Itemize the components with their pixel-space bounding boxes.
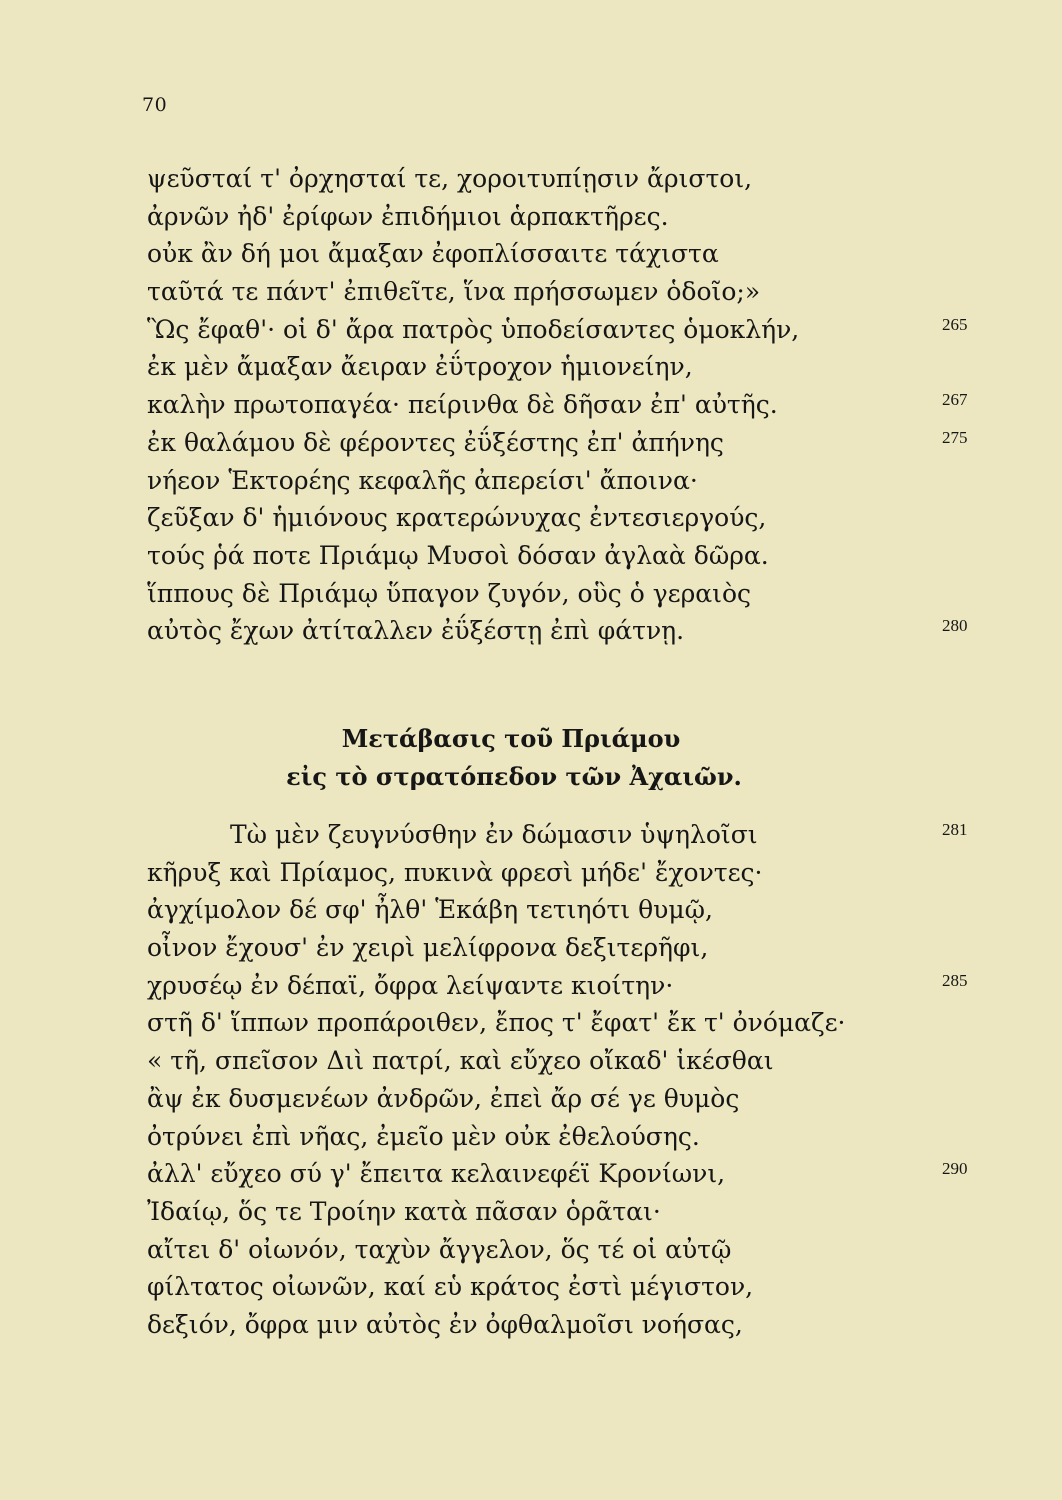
verse-line — [0, 1155, 1062, 1193]
verse-line — [0, 537, 1062, 575]
verse-text: οὐκ ἂν δή μοι ἄμαξαν ἐφοπλίσσαιτε τάχιστα — [147, 239, 719, 269]
line-number: 280 — [942, 616, 968, 636]
verse-line — [0, 967, 1062, 1005]
line-number: 290 — [942, 1159, 968, 1179]
verse-text: οἶνον ἔχουσ' ἐν χειρὶ μελίφρονα δεξιτερῆφι, — [147, 933, 709, 963]
line-number: 285 — [942, 970, 968, 990]
line-number: 281 — [942, 820, 968, 839]
verse-line — [0, 612, 1062, 650]
verse-text: αἴτει δ' οἰωνόν, ταχὺν ἄγγελον, ὅς τέ οἱ αὐτῷ — [147, 1234, 732, 1264]
section-heading — [0, 720, 1062, 796]
verse-text: φίλτατος οἰωνῶν, καί εὑ κράτος ἐστὶ μέγιστον, — [147, 1272, 754, 1302]
line-number: 267 — [942, 390, 968, 410]
verse-text: ἀγχίμολον δέ σφ' ἦλθ' Ἑκάβη τετιηότι θυμῷ, — [147, 895, 713, 925]
verse-line — [0, 424, 1062, 462]
verse-line — [0, 575, 1062, 613]
verse-text: Ὣς ἔφαθ'· οἱ δ' ἄρα πατρὸς ὑποδείσαντες ὁμοκλήν, — [147, 314, 800, 344]
heading-line-2: εἰς τὸ στρατόπεδον τῶν Ἀχαιῶν. — [286, 762, 742, 791]
verse-text: ἀλλ' εὔχεο σύ γ' ἔπειτα κελαινεφέϊ Κρονίωνι, — [147, 1159, 726, 1189]
verse-block-2 — [0, 816, 1062, 1344]
verse-text: κῆρυξ καὶ Πρίαμος, πυκινὰ φρεσὶ μήδε' ἔχοντες· — [147, 857, 763, 887]
verse-line — [0, 1042, 1062, 1080]
verse-text: ἵππους δὲ Πριάμῳ ὕπαγον ζυγόν, οὓς ὁ γεραιὸς — [147, 578, 752, 608]
verse-line — [0, 273, 1062, 311]
verse-text: ἂψ ἐκ δυσμενέων ἀνδρῶν, ἐπεὶ ἄρ σέ γε θυμὸς — [147, 1083, 740, 1113]
verse-text: ζεῦξαν δ' ἡμιόνους κρατερώνυχας ἐντεσιεργούς, — [147, 503, 767, 533]
verse-line — [0, 816, 1062, 854]
verse-line — [0, 160, 1062, 198]
verse-line — [0, 198, 1062, 236]
verse-text: χρυσέῳ ἐν δέπαϊ, ὄφρα λείψαντε κιοίτην· — [147, 970, 674, 1000]
verse-line — [0, 462, 1062, 500]
verse-text: ταῦτά τε πάντ' ἐπιθεῖτε, ἵνα πρήσσωμεν ὁδοῖο;» — [147, 277, 761, 307]
verse-text: τούς ῥά ποτε Πριάμῳ Μυσοὶ δόσαν ἀγλαὰ δῶρα. — [147, 540, 769, 570]
verse-line — [0, 1231, 1062, 1269]
verse-line — [0, 891, 1062, 929]
verse-line — [0, 1004, 1062, 1042]
verse-text: ἐκ μὲν ἄμαξαν ἄειραν ἐΰτροχον ἡμιονείην, — [147, 352, 693, 382]
verse-line — [0, 386, 1062, 424]
line-number: 265 — [942, 314, 968, 334]
verse-text: στῆ δ' ἵππων προπάροιθεν, ἔπος τ' ἔφατ' ἔκ τ' ὀνόμαζε· — [147, 1008, 846, 1038]
verse-text: ὀτρύνει ἐπὶ νῆας, ἐμεῖο μὲν οὐκ ἐθελούσης. — [147, 1121, 700, 1151]
verse-line — [0, 499, 1062, 537]
verse-text: Τὼ μὲν ζευγνύσθην ἐν δώμασιν ὑψηλοῖσι — [230, 820, 758, 849]
verse-text: ἐκ θαλάμου δὲ φέροντες ἐΰξέστης ἐπ' ἀπήνης — [147, 427, 724, 457]
verse-text: δεξιόν, ὄφρα μιν αὐτὸς ἐν ὀφθαλμοῖσι νοήσας, — [147, 1309, 743, 1339]
verse-line — [0, 235, 1062, 273]
verse-text: αὐτὸς ἔχων ἀτίταλλεν ἐΰξέστῃ ἐπὶ φάτνῃ. — [147, 616, 685, 646]
verse-line — [0, 1193, 1062, 1231]
verse-line — [0, 854, 1062, 892]
verse-text: Ἰδαίῳ, ὅς τε Τροίην κατὰ πᾶσαν ὁρᾶται· — [147, 1196, 661, 1226]
verse-line — [0, 1306, 1062, 1344]
verse-text: ψεῦσταί τ' ὀρχησταί τε, χοροιτυπίῃσιν ἄριστοι, — [147, 164, 753, 193]
verse-line — [0, 1080, 1062, 1118]
verse-line — [0, 929, 1062, 967]
verse-line — [0, 348, 1062, 386]
heading-line-1: Μετάβασις τοῦ Πριάμου — [341, 724, 681, 753]
verse-block-1 — [0, 160, 1062, 650]
page-number: 70 — [142, 94, 168, 116]
verse-line — [0, 1268, 1062, 1306]
verse-text: νήεον Ἑκτορέης κεφαλῆς ἀπερείσι' ἄποινα· — [147, 465, 698, 495]
line-number: 275 — [942, 427, 968, 447]
verse-text: καλὴν πρωτοπαγέα· πείρινθα δὲ δῆσαν ἐπ' αὐτῆς. — [147, 390, 778, 420]
verse-text: ἀρνῶν ἠδ' ἐρίφων ἐπιδήμιοι ἁρπακτῆρες. — [147, 201, 669, 231]
verse-line — [0, 1118, 1062, 1156]
verse-text: « τῆ, σπεῖσον Διὶ πατρί, καὶ εὔχεο οἴκαδ' ἱκέσθαι — [147, 1046, 774, 1076]
verse-line — [0, 311, 1062, 349]
